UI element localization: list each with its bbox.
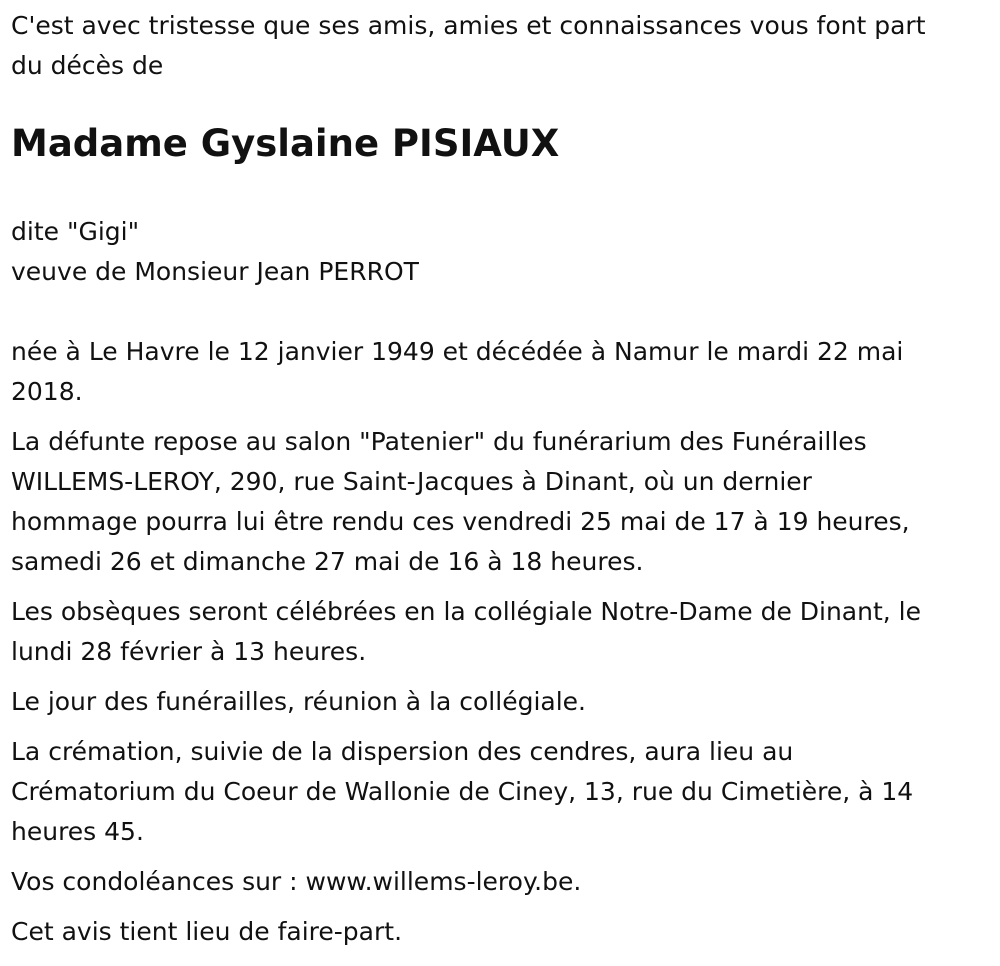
paragraph-line: née à Le Havre le 12 janvier 1949 et décédée à Namur le mardi 22 mai [11, 337, 904, 366]
paragraph-line: samedi 26 et dimanche 27 mai de 16 à 18 heures. [11, 547, 644, 576]
faire-part-paragraph [11, 912, 986, 952]
intro-line: du décès de [11, 51, 164, 80]
paragraph-line: hommage pourra lui être rendu ces vendredi 25 mai de 17 à 19 heures, [11, 507, 910, 536]
cremation-paragraph [11, 732, 986, 852]
paragraph-line: heures 45. [11, 817, 144, 846]
repose-paragraph [11, 422, 986, 582]
reunion-paragraph [11, 682, 986, 722]
widow-of: veuve de Monsieur Jean PERROT [11, 257, 419, 286]
condoleances-paragraph [11, 862, 986, 902]
intro-line: C'est avec tristesse que ses amis, amies et connaissances vous font part [11, 11, 926, 40]
paragraph-line: Les obsèques seront célébrées en la collégiale Notre-Dame de Dinant, le [11, 597, 921, 626]
condoleances-line: Vos condoléances sur : www.willems-leroy.be. [11, 867, 582, 896]
intro-paragraph [11, 6, 986, 86]
obseques-paragraph [11, 592, 986, 672]
nickname: dite "Gigi" [11, 217, 140, 246]
paragraph-line: La crémation, suivie de la dispersion des cendres, aura lieu au [11, 737, 794, 766]
paragraph-line: Cet avis tient lieu de faire-part. [11, 917, 403, 946]
paragraph-line: 2018. [11, 377, 83, 406]
paragraph-line: Le jour des funérailles, réunion à la collégiale. [11, 687, 586, 716]
death-notice [11, 6, 986, 962]
paragraph-line: Crématorium du Coeur de Wallonie de Ciney, 13, rue du Cimetière, à 14 [11, 777, 914, 806]
paragraph-line: WILLEMS-LEROY, 290, rue Saint-Jacques à Dinant, où un dernier [11, 467, 812, 496]
birth-death-paragraph [11, 332, 986, 412]
paragraph-line: La défunte repose au salon "Patenier" du funérarium des Funérailles [11, 427, 867, 456]
deceased-name: Madame Gyslaine PISIAUX [11, 122, 560, 165]
paragraph-line: lundi 28 février à 13 heures. [11, 637, 367, 666]
